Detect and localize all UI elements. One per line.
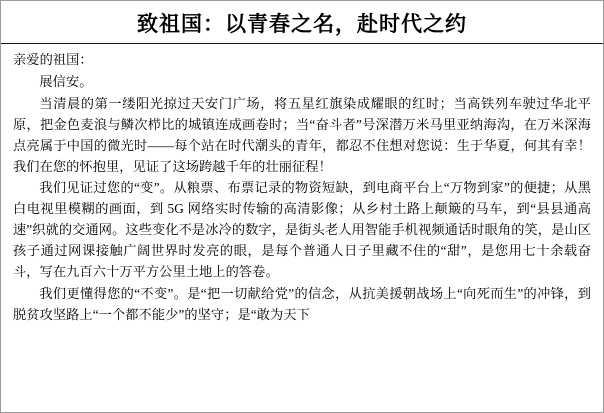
salutation: 亲爱的祖国： [13,52,93,68]
greeting: 展信安。 [39,74,93,90]
paragraph: 当清晨的第一缕阳光掠过天安门广场，将五星红旗染成耀眼的红时；当高铁列车驶过华北平原，把金色麦浪与鳞次栉比的城镇连成画卷时；当“奋斗者”号深潜万米马里亚纳海沟，在万米深海点亮属于中国的微光时——每个站在时代潮头的青年，都忍不住想对您说：生于华夏，何其有幸！我们在您的怀抱里，见证了这场跨越千年的壮丽征程！ [13,95,591,174]
page-title: 致祖国：以青春之名，赴时代之约 [137,12,467,36]
document-body [1,44,603,325]
paragraph: 我们更懂得您的“不变”。是“把一切献给党”的信念，从抗美援朝战场上“向死而生”的冲锋，到脱贫攻坚路上“一个都不能少”的坚守；是“敢为天下 [13,285,591,322]
paragraph: 我们见证过您的“变”。从粮票、布票记录的物资短缺，到电商平台上“万物到家”的便捷；从黑白电视里模糊的画面，到 5G 网络实时传输的高清影像；从乡村土路上颠簸的马车，到“县县通高速”织就的交通网。这些变化不是冰冷的数字，是街头老人用智能手机视频通话时眼角的笑，是山区孩子通过网课接触广阔世界时发亮的眼，是每个普通人日子里藏不住的“甜”，是您用七十余载奋斗，写在九百六十万平方公里土地上的答卷。 [13,180,591,279]
